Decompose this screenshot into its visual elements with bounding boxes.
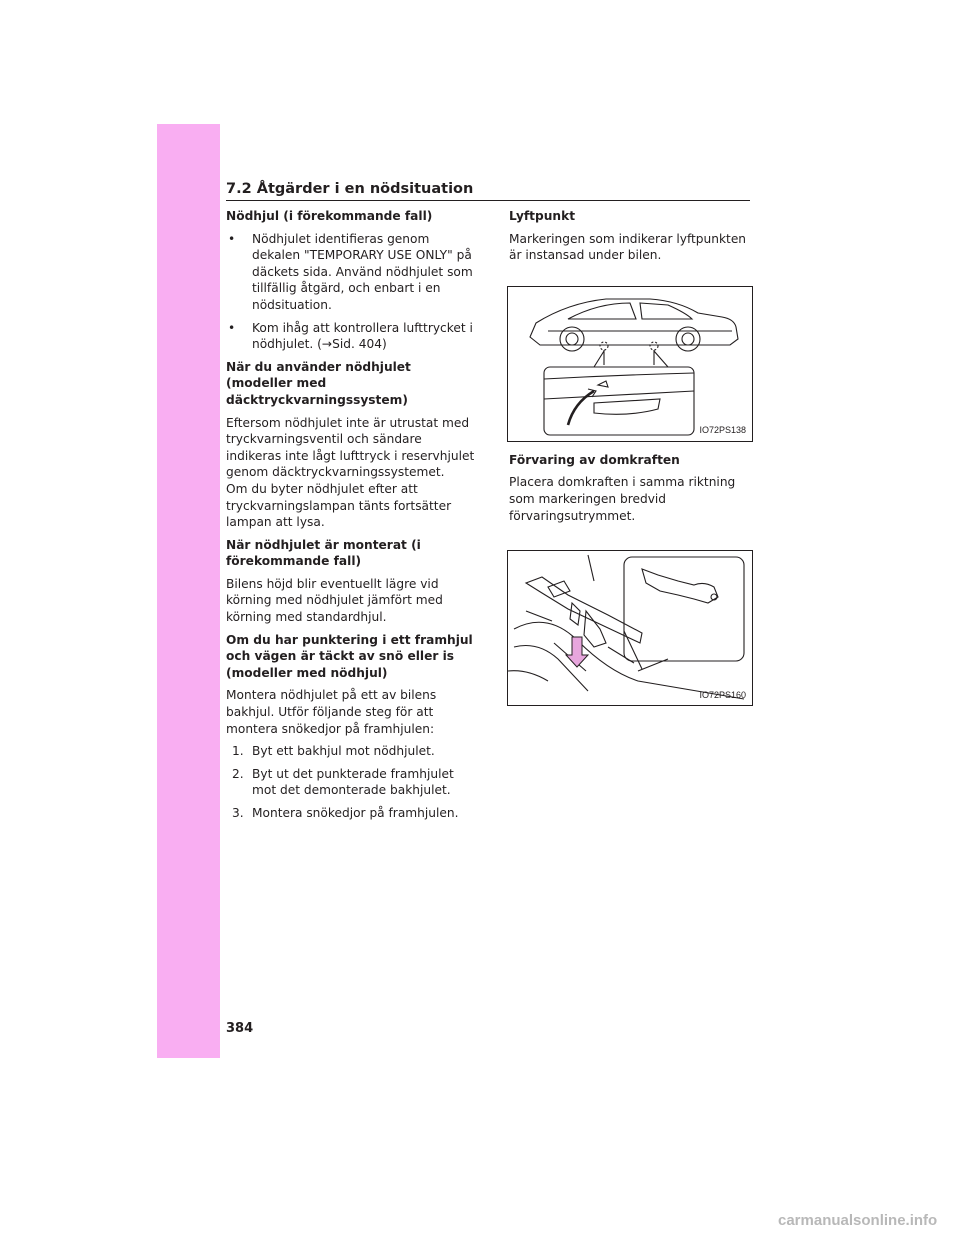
right-column <box>509 208 754 716</box>
paragraph: Placera domkraften i samma riktning som markeringen bredvid förvaringsutrymmet. <box>509 475 736 523</box>
heading-jack-storage: Förvaring av domkraften <box>509 452 680 467</box>
left-column <box>226 208 476 828</box>
step-item <box>226 766 476 799</box>
bullet-text: Kom ihåg att kontrollera lufttrycket i nödhjulet. (→Sid. 404) <box>252 320 473 352</box>
down-arrow-icon <box>566 637 588 667</box>
jack-point-illustration <box>507 286 753 442</box>
bullet-item <box>226 231 476 314</box>
heading-using-spare: När du använder nödhjulet (modeller med däcktryckvarningssystem) <box>226 359 411 407</box>
bullet-dot: • <box>228 320 236 335</box>
step-number: 2. <box>232 766 244 781</box>
paragraph: Bilens höjd blir eventuellt lägre vid körning med nödhjulet jämfört med körning med standardhjul. <box>226 576 443 625</box>
step-item <box>226 805 476 822</box>
paragraph-sentence: Om du byter nödhjulet efter att tryckvarningslampan tänts fortsätter lampan att lysa. <box>226 481 452 530</box>
car-side-drawing <box>508 287 752 441</box>
page-number: 384 <box>226 1021 254 1036</box>
heading-jack-point: Lyftpunkt <box>509 209 576 223</box>
step-item <box>226 743 476 760</box>
paragraph <box>226 415 476 531</box>
watermark: carmanualsonline.info <box>778 1212 938 1229</box>
heading-spare-wheel: Nödhjul (i förekommande fall) <box>226 209 433 223</box>
jack-storage-illustration <box>507 550 753 706</box>
section-header <box>226 178 750 201</box>
figure-code: IO72PS160 <box>699 689 746 700</box>
jack-storage-drawing <box>508 551 752 705</box>
chapter-tab-bar <box>157 124 220 1058</box>
paragraph: Montera nödhjulet på ett av bilens bakhjul. Utför följande steg för att montera snökedjor på framhjulen: <box>226 688 437 736</box>
heading-spare-mounted: När nödhjulet är monterat (i förekommande fall) <box>226 537 421 569</box>
step-text: Byt ett bakhjul mot nödhjulet. <box>252 744 435 759</box>
bullet-dot: • <box>228 231 236 246</box>
section-title: 7.2 Åtgärder i en nödsituation <box>226 181 474 197</box>
step-text: Byt ut det punkterade framhjulet mot det demonterade bakhjulet. <box>252 766 454 798</box>
figure-code: IO72PS138 <box>699 425 746 436</box>
paragraph-sentence: Eftersom nödhjulet inte är utrustat med tryckvarningsventil och sändare indikeras inte lågt lufttryck i reservhjulet genom däcktryckvarningssystemet. <box>226 415 475 480</box>
step-number: 3. <box>232 806 244 820</box>
bullet-item <box>226 320 476 353</box>
bullet-text: Nödhjulet identifieras genom dekalen "TEMPORARY USE ONLY" på däckets sida. Använd nödhjulet som tillfällig åtgärd, och enbart i en nödsituation. <box>252 231 473 312</box>
step-text: Montera snökedjor på framhjulen. <box>252 806 459 820</box>
paragraph: Markeringen som indikerar lyftpunkten är instansad under bilen. <box>509 231 747 263</box>
step-number: 1. <box>232 744 244 759</box>
heading-puncture-snow: Om du har punktering i ett framhjul och vägen är täckt av snö eller is (modeller med nödhjul) <box>226 632 473 680</box>
